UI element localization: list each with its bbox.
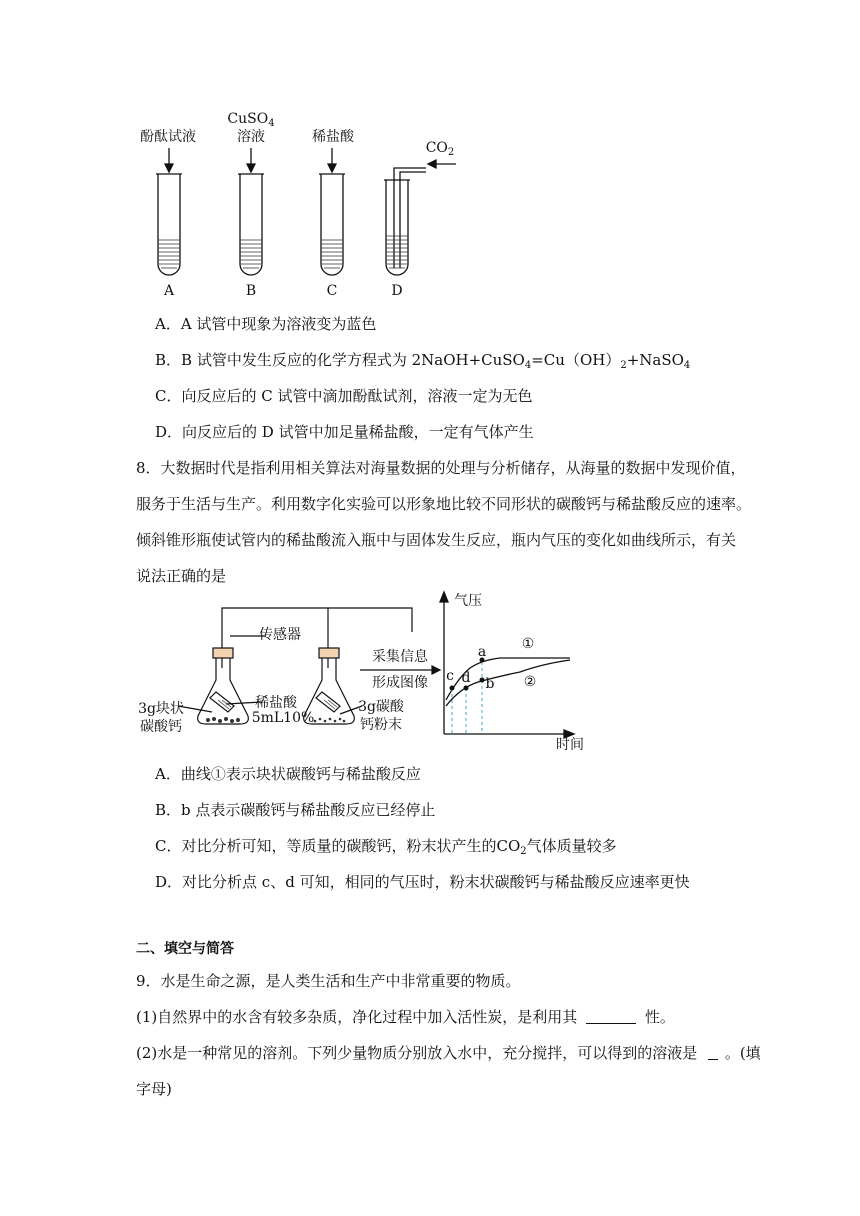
- point-c: [450, 686, 455, 691]
- tube-c-letter: C: [326, 283, 338, 299]
- right-solid-label-2: 钙粉末: [360, 717, 402, 733]
- curve-1-label: ①: [521, 636, 535, 652]
- q8-stem-line-1: 8．大数据时代是指利用相关算法对海量数据的处理与分析储存，从海量的数据中发现价值，: [136, 459, 746, 477]
- q7-option-a: A．A 试管中现象为溶液变为蓝色: [155, 315, 377, 333]
- q8-option-a: A．曲线①表示块状碳酸钙与稀盐酸反应: [155, 765, 421, 783]
- right-solid-label-1: 3g碳酸: [358, 699, 404, 715]
- q9-part-2-blank[interactable]: [708, 1043, 718, 1060]
- left-solid-label-1: 3g块状: [138, 701, 184, 717]
- q9-part-1-suffix: 性。: [644, 1008, 675, 1026]
- tube-b-letter: B: [245, 283, 257, 299]
- q9-part-2-text: (2)水是一种常见的溶剂。下列少量物质分别放入水中，充分搅拌，可以得到的溶液是: [136, 1044, 698, 1062]
- tube-d-letter: D: [391, 283, 403, 299]
- point-c-label: c: [446, 668, 454, 684]
- test-tubes-drawing: [120, 108, 480, 308]
- q7-option-b: B．B 试管中发生反应的化学方程式为 $2NaOH+CuSO_4=Cu(OH)_2+NaSO_4$: [155, 351, 691, 371]
- q9-part-1-text: (1)自然界中的水含有较多杂质，净化过程中加入活性炭，是利用其: [136, 1008, 578, 1026]
- tube-b-reagent-label: CuSO$_4$ 溶液: [227, 111, 275, 145]
- x-axis-label: 时间: [556, 737, 584, 753]
- arrow-text-collect: 采集信息: [372, 649, 428, 665]
- q7-option-c: C．向反应后的 C 试管中滴加酚酞试剂，溶液一定为无色: [155, 387, 533, 405]
- point-d-label: d: [461, 670, 471, 686]
- q9-part-2: [136, 1042, 761, 1064]
- point-a-label: a: [477, 644, 487, 660]
- q8-option-b: B．b 点表示碳酸钙与稀盐酸反应已经停止: [155, 801, 436, 819]
- q9-stem: 9．水是生命之源，是人类生活和生产中非常重要的物质。: [136, 972, 521, 990]
- q8-stem-line-3: 倾斜锥形瓶使试管内的稀盐酸流入瓶中与固体发生反应，瓶内气压的变化如曲线所示，有关: [136, 531, 737, 549]
- section-2-heading: 二、填空与简答: [136, 941, 234, 957]
- q9-part-2-suffix: 。(填: [724, 1044, 761, 1062]
- q8-stem-line-4: 说法正确的是: [136, 567, 227, 585]
- q9-part-1: [136, 1006, 675, 1028]
- acid-label: 稀盐酸: [255, 695, 297, 711]
- q9-part-1-blank[interactable]: [586, 1007, 636, 1024]
- left-solid-label-2: 碳酸钙: [140, 719, 182, 735]
- y-axis-label: 气压: [454, 593, 482, 609]
- point-d: [464, 686, 469, 691]
- pressure-experiment-figure: [130, 588, 600, 758]
- q7-option-d: D．向反应后的 D 试管中加足量稀盐酸，一定有气体产生: [155, 423, 534, 441]
- q8-option-d: D．对比分析点 c、d 可知，相同的气压时，粉末状碳酸钙与稀盐酸反应速率更快: [155, 873, 690, 891]
- tube-d-gas-label: $CO_2$: [425, 140, 455, 158]
- acid-amount-label: 5mL10%: [251, 710, 315, 726]
- tube-a-letter: A: [163, 283, 175, 299]
- point-b-label: b: [485, 676, 495, 692]
- curve-2-label: ②: [523, 674, 537, 690]
- sensor-label: 传感器: [259, 627, 301, 643]
- q8-option-c: C．对比分析可知，等质量的碳酸钙，粉末状产生的$CO_2$气体质量较多: [155, 837, 617, 857]
- test-tube-figure: [120, 108, 480, 308]
- q8-stem-line-2: 服务于生活与生产。利用数字化实验可以形象地比较不同形状的碳酸钙与稀盐酸反应的速率。: [136, 495, 752, 513]
- tube-c-reagent-label: 稀盐酸: [312, 129, 354, 145]
- q9-part-2-continued: 字母): [136, 1080, 172, 1098]
- tube-a-reagent-label: 酚酞试液: [140, 129, 196, 145]
- arrow-text-graph: 形成图像: [372, 675, 428, 691]
